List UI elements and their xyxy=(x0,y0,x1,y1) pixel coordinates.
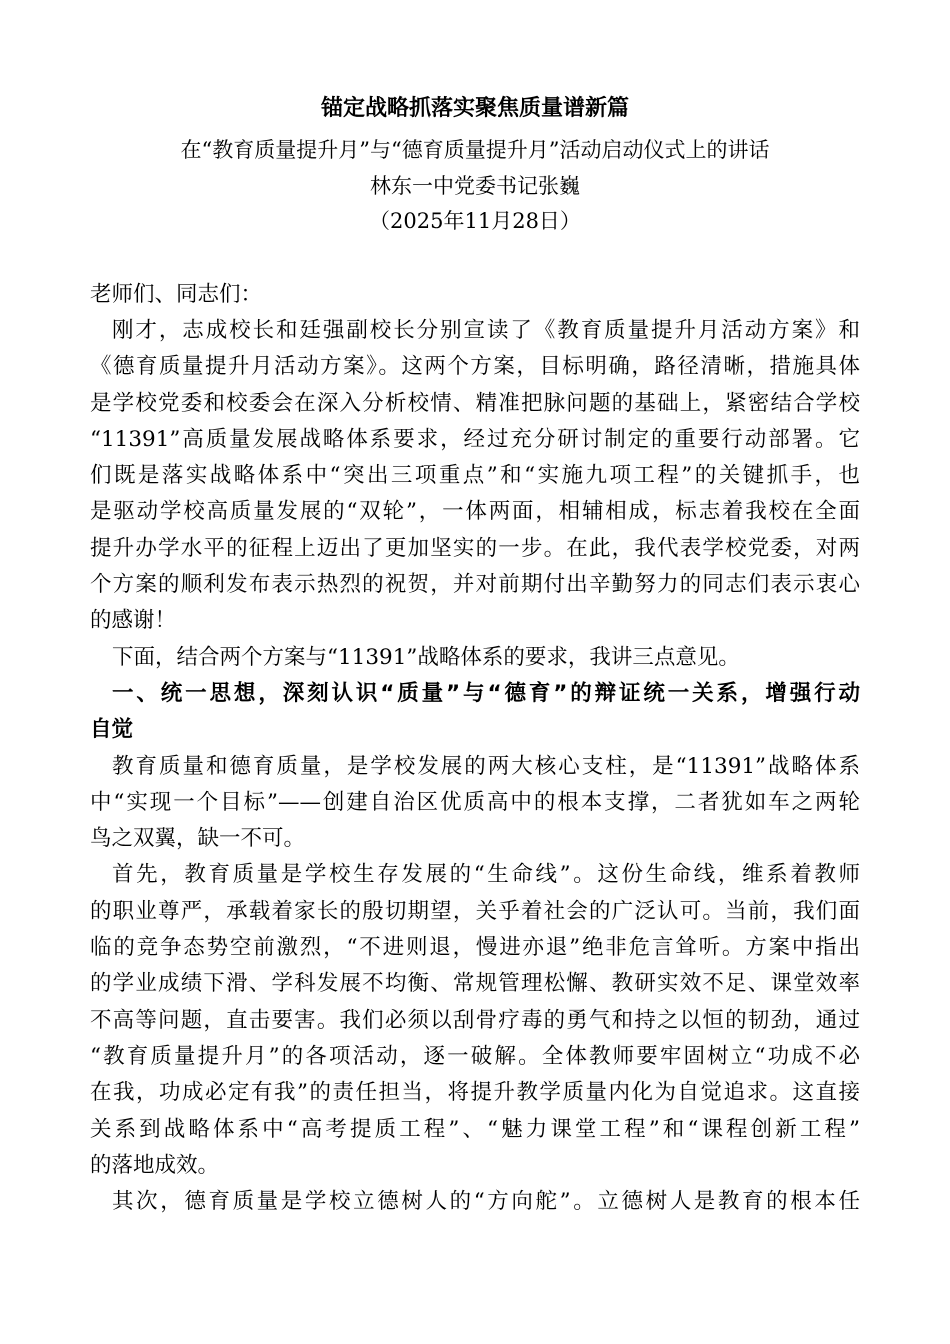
paragraph-line: 的职业尊严，承载着家长的殷切期望，关乎着社会的广泛认可。当前，我们面 xyxy=(90,898,860,924)
section-heading-line: 自觉 xyxy=(90,717,134,743)
paragraph-line: “11391”高质量发展战略体系要求，经过充分研讨制定的重要行动部署。它 xyxy=(90,426,860,452)
paragraph-line: 关系到战略体系中“高考提质工程”、“魅力课堂工程”和“课程创新工程” xyxy=(90,1116,860,1142)
paragraph-line: 的落地成效。 xyxy=(90,1152,220,1178)
paragraph-line: “教育质量提升月”的各项活动，逐一破解。全体教师要牢固树立“功成不必 xyxy=(90,1043,860,1069)
paragraph-line: 的学业成绩下滑、学科发展不均衡、常规管理松懈、教研实效不足、课堂效率 xyxy=(90,971,860,997)
document-author: 林东一中党委书记张巍 xyxy=(370,174,580,198)
paragraph-line: 是学校党委和校委会在深入分析校情、精准把脉问题的基础上，紧密结合学校 xyxy=(90,390,860,416)
paragraph-line: 教育质量和德育质量，是学校发展的两大核心支柱，是“11391”战略体系 xyxy=(112,753,860,779)
paragraph-line: 鸟之双翼，缺一不可。 xyxy=(90,826,306,852)
paragraph-line: 的感谢！ xyxy=(90,608,177,634)
greeting: 老师们、同志们： xyxy=(90,281,263,307)
paragraph-line: 下面，结合两个方案与“11391”战略体系的要求，我讲三点意见。 xyxy=(112,644,740,670)
section-heading-line: 一、统一思想，深刻认识“质量”与“德育”的辩证统一关系，增强行动 xyxy=(112,680,860,706)
document-subtitle: 在“教育质量提升月”与“德育质量提升月”活动启动仪式上的讲话 xyxy=(180,138,770,162)
paragraph-line: 是驱动学校高质量发展的“双轮”，一体两面，相辅相成，标志着我校在全面 xyxy=(90,499,860,525)
paragraph-line: 们既是落实战略体系中“突出三项重点”和“实施九项工程”的关键抓手，也 xyxy=(90,463,860,489)
paragraph-line: 刚才，志成校长和廷强副校长分别宣读了《教育质量提升月活动方案》和 xyxy=(112,318,860,343)
paragraph-line: 不高等问题，直击要害。我们必须以刮骨疗毒的勇气和持之以恒的韧劲，通过 xyxy=(90,1007,860,1033)
document-title: 锚定战略抓落实聚焦质量谱新篇 xyxy=(320,95,629,121)
paragraph-line: 中“实现一个目标”——创建自治区优质高中的根本支撑，二者犹如车之两轮 xyxy=(90,789,860,815)
paragraph-line: 在我，功成必定有我”的责任担当，将提升教学质量内化为自觉追求。这直接 xyxy=(90,1080,860,1106)
paragraph-line: 提升办学水平的征程上迈出了更加坚实的一步。在此，我代表学校党委，对两 xyxy=(90,535,860,561)
paragraph-line: 个方案的顺利发布表示热烈的祝贺，并对前期付出辛勤努力的同志们表示衷心 xyxy=(90,572,860,598)
paragraph-line: 首先，教育质量是学校生存发展的“生命线”。这份生命线，维系着教师 xyxy=(112,862,860,888)
document-date: （2025年11月28日） xyxy=(369,209,581,233)
paragraph-line: 临的竞争态势空前激烈，“不进则退，慢进亦退”绝非危言耸听。方案中指出 xyxy=(90,935,860,961)
paragraph-line: 《德育质量提升月活动方案》。这两个方案，目标明确，路径清晰，措施具体 xyxy=(90,354,860,380)
paragraph-line: 其次，德育质量是学校立德树人的“方向舵”。立德树人是教育的根本任 xyxy=(112,1189,860,1215)
document-body xyxy=(90,281,860,1220)
